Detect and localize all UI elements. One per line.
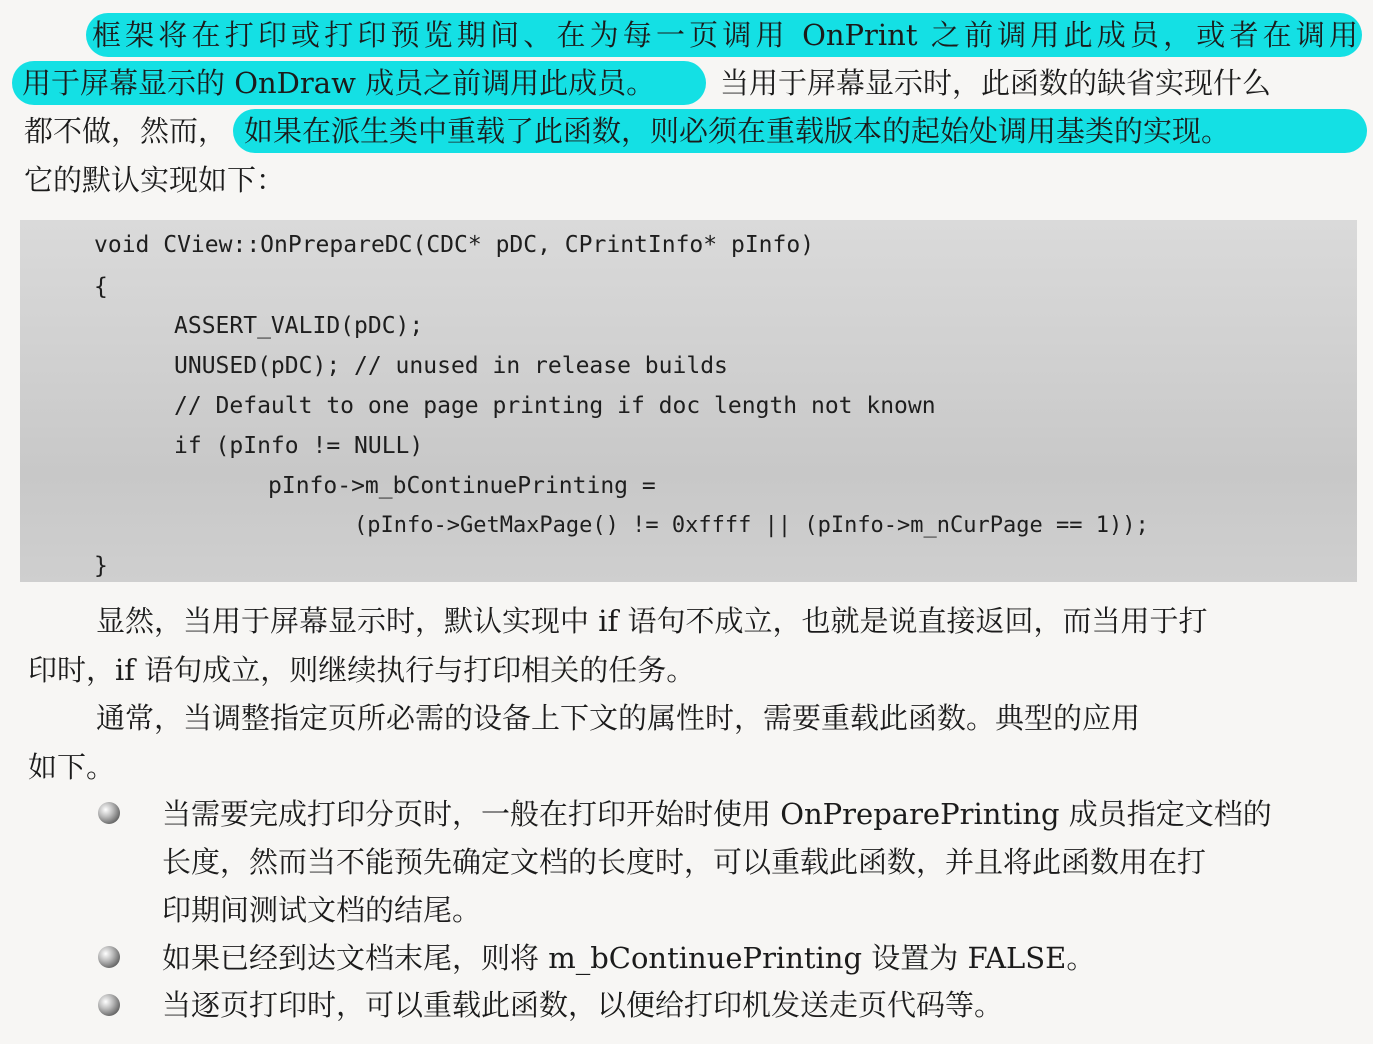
bullet-icon xyxy=(98,994,120,1016)
bullet-3-line-1: 当逐页打印时，可以重载此函数，以便给打印机发送走页代码等。 xyxy=(162,988,1004,1022)
bullet-1-line-1: 当需要完成打印分页时，一般在打印开始时使用 OnPreparePrinting 成员指定文档的 xyxy=(162,797,1272,831)
bullet-icon xyxy=(98,802,120,824)
code-line-7: pInfo->m_bContinuePrinting = xyxy=(268,473,656,499)
para2-line-1: 通常，当调整指定页所必需的设备上下文的属性时，需要重载此函数。典型的应用 xyxy=(96,701,1141,735)
code-line-3: ASSERT_VALID(pDC); xyxy=(174,313,424,339)
bullet-2-line-1: 如果已经到达文档末尾，则将 m_bContinuePrinting 设置为 FALSE。 xyxy=(162,941,1096,975)
para2-line-2: 如下。 xyxy=(28,750,116,784)
intro-line-2-highlight: 用于屏幕显示的 OnDraw 成员之前调用此成员。 xyxy=(22,66,656,100)
code-line-4: UNUSED(pDC); // unused in release builds xyxy=(174,353,728,379)
intro-line-1: 框架将在打印或打印预览期间、在为每一页调用 OnPrint 之前调用此成员，或者在调用 xyxy=(92,18,1358,52)
bullet-icon xyxy=(98,946,120,968)
code-line-2: { xyxy=(94,274,108,300)
code-line-6: if (pInfo != NULL) xyxy=(174,433,424,459)
para1-line-1: 显然，当用于屏幕显示时，默认实现中 if 语句不成立，也就是说直接返回，而当用于打 xyxy=(96,604,1208,638)
code-line-1: void CView::OnPrepareDC(CDC* pDC, CPrintInfo* pInfo) xyxy=(94,232,815,258)
code-line-9: } xyxy=(94,553,108,579)
bullet-1-line-2: 长度，然而当不能预先确定文档的长度时，可以重载此函数，并且将此函数用在打 xyxy=(162,845,1207,879)
intro-line-3-pre: 都不做，然而， xyxy=(24,114,228,148)
code-line-8: (pInfo->GetMaxPage() != 0xffff || (pInfo->m_nCurPage == 1)); xyxy=(354,513,1149,538)
para1-line-2: 印时，if 语句成立，则继续执行与打印相关的任务。 xyxy=(28,653,696,687)
intro-line-4: 它的默认实现如下： xyxy=(24,163,286,197)
bullet-1-line-3: 印期间测试文档的结尾。 xyxy=(162,893,482,927)
intro-line-3-highlight: 如果在派生类中重载了此函数，则必须在重载版本的起始处调用基类的实现。 xyxy=(244,114,1231,148)
intro-line-2-rest: 当用于屏幕显示时，此函数的缺省实现什么 xyxy=(720,66,1272,100)
code-line-5: // Default to one page printing if doc length not known xyxy=(174,393,936,419)
code-block xyxy=(20,220,1357,582)
